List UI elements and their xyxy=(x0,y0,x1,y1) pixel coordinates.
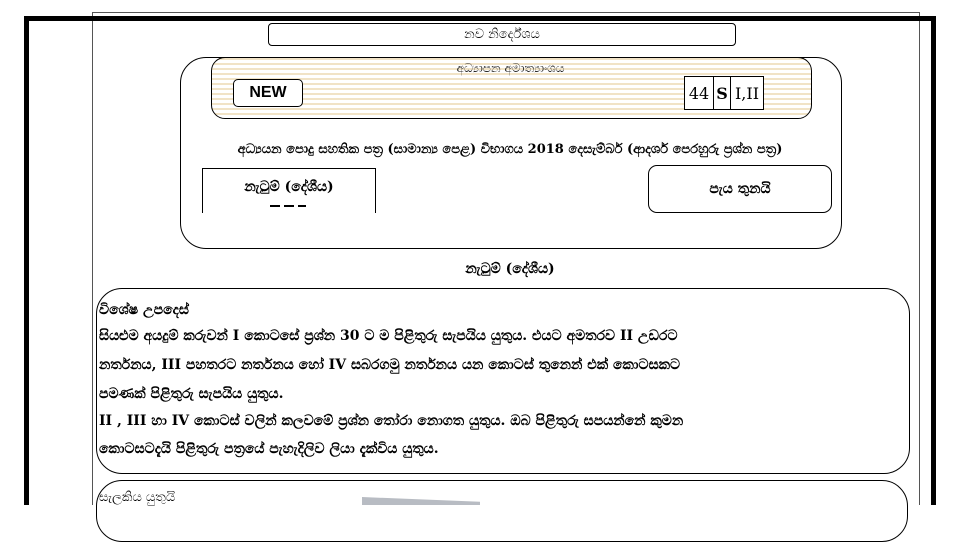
subject-underline-decoration xyxy=(270,205,306,207)
paper-code-letter: S xyxy=(714,77,731,109)
duration-box: පැය තුනයි xyxy=(648,165,832,213)
section-heading: නැටුම් (දේශීය) xyxy=(465,261,555,277)
document-frame-left xyxy=(24,16,29,505)
page-border-right xyxy=(919,12,920,505)
paper-code-parts: I,II xyxy=(734,83,760,103)
instructions-title: විශේෂ උපදෙස් xyxy=(99,302,189,318)
document-frame-top xyxy=(24,16,936,21)
note-label: සැලකිය යුතුයි xyxy=(99,490,176,505)
page-border-left xyxy=(92,12,93,505)
paper-code-box xyxy=(684,76,764,110)
exam-title: අධ්‍යයන පොදු සහතික පත්‍ර (සාමාන්‍ය පෙළ) විභාගය 2018 දෙසැම්බර් (ආදර්ශ පෙරහුරු ප්‍රශ්න පත්‍ර) xyxy=(237,142,783,157)
instruction-line: පමණක් පිළිතුරු සැපයිය යුතුය. xyxy=(99,386,284,402)
instruction-line: II , III හා IV කොටස් වලින් කලවමේ ප්‍රශ්න තෝරා නොගත යුතුය. ඔබ පිළිතුරු සපයන්නේ කුමන xyxy=(99,413,684,429)
note-panel xyxy=(96,480,908,542)
subject-box: නැටුම් (දේශීය) xyxy=(202,168,376,213)
new-badge: NEW xyxy=(233,79,303,107)
instruction-line: නර්තනය, III පහතරට නර්තනය හෝ IV සබරගමු නර්තනය යන කොටස් තුනෙන් එක් කොටසකට xyxy=(99,357,681,373)
syllabus-label: නව නිර්දේශය xyxy=(268,23,736,46)
page-border-top xyxy=(92,12,920,13)
ministry-name: අධ්‍යාපන අමාත්‍යාංශය xyxy=(456,61,565,75)
paper-code-number: 44 xyxy=(685,77,714,109)
instruction-line: කොටසටදැයි පිළිතුරු පත්‍රයේ පැහැදිලිව ලියා දැක්විය යුතුය. xyxy=(99,441,439,457)
instruction-line: සියළුම අයදුම් කරුවන් I කොටසේ ප්‍රශ්න 30 ට ම පිළිතුරු සැපයිය යුතුය. එයට අමතරව II උඩරට xyxy=(99,328,678,344)
document-frame-right xyxy=(931,16,936,505)
